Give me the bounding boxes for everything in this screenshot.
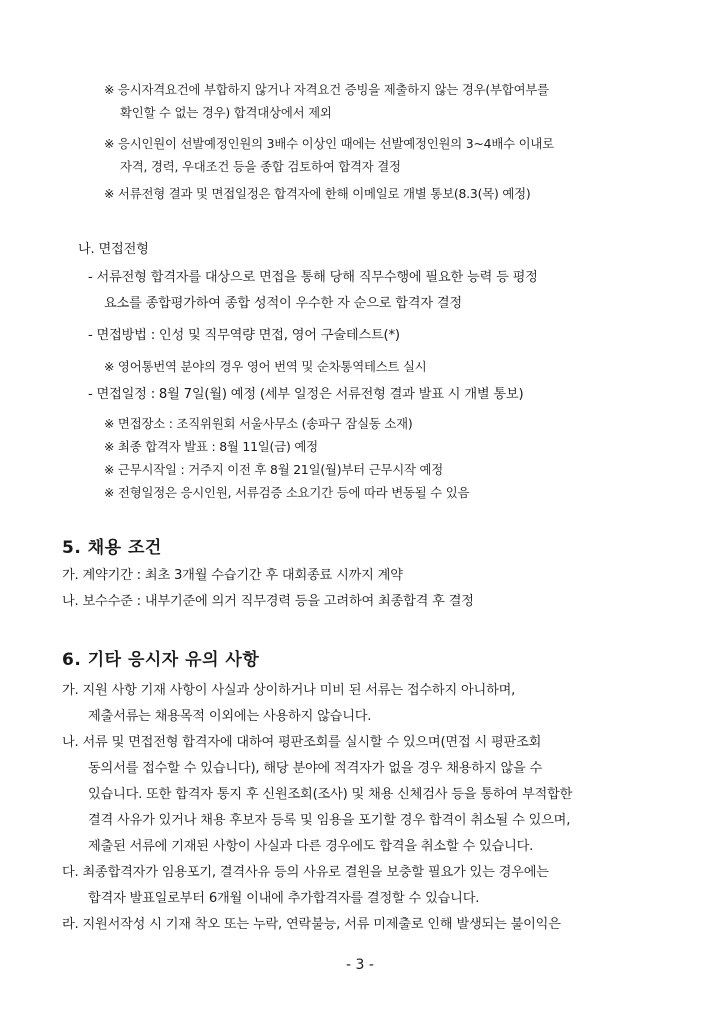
- interview-desc: - 서류전형 합격자를 대상으로 면접을 통해 당해 직무수행에 필요한 능력 등 평정: [88, 270, 538, 285]
- note-applicant-count-cont: 자격, 경력, 우대조건 등을 종합 검토하여 합격자 결정: [120, 159, 401, 174]
- page-number: - 3 -: [346, 957, 374, 973]
- interview-method: - 면접방법 : 인성 및 직무역량 면접, 영어 구술테스트(*): [88, 328, 400, 343]
- section-5-item-contract: 가. 계약기간 : 최초 3개월 수습기간 후 대회종료 시까지 계약: [62, 568, 403, 583]
- section-5-heading: 5. 채용 조건: [62, 538, 162, 558]
- section-6-line: 제출된 서류에 기재된 사항이 사실과 다른 경우에도 합격을 취소할 수 있습니다.: [88, 839, 534, 854]
- section-6-heading: 6. 기타 응시자 유의 사항: [62, 650, 260, 670]
- section-6-line: 결격 사유가 있거나 채용 후보자 등록 및 임용을 포기할 경우 합격이 취소될 수 있으며,: [88, 813, 571, 828]
- note-final-announcement: ※ 최종 합격자 발표 : 8월 11일(금) 예정: [104, 439, 318, 454]
- section-5-item-salary: 나. 보수수준 : 내부기준에 의거 직무경력 등을 고려하여 최종합격 후 결정: [62, 594, 474, 609]
- section-6-line: 제출서류는 채용목적 이외에는 사용하지 않습니다.: [88, 709, 372, 724]
- note-document-result: ※ 서류전형 결과 및 면접일정은 합격자에 한해 이메일로 개별 통보(8.3(목) 예정): [104, 186, 531, 201]
- note-schedule-change: ※ 전형일정은 응시인원, 서류검증 소요기간 등에 따라 변동될 수 있음: [104, 485, 470, 500]
- section-6-line: 라. 지원서작성 시 기재 착오 또는 누락, 연락불능, 서류 미제출로 인해 발생되는 불이익은: [62, 917, 561, 932]
- section-6-line: 다. 최종합격자가 임용포기, 결격사유 등의 사유로 결원을 보충할 필요가 있는 경우에는: [62, 865, 549, 880]
- interview-schedule: - 면접일정 : 8월 7일(월) 예정 (세부 일정은 서류전형 결과 발표 시 개별 통보): [88, 387, 524, 402]
- interview-title: 나. 면접전형: [78, 242, 149, 257]
- interview-desc-cont: 요소를 종합평가하여 종합 성적이 우수한 자 순으로 합격자 결정: [104, 296, 462, 311]
- interview-method-note: ※ 영어통번역 분야의 경우 영어 번역 및 순차통역테스트 실시: [104, 359, 427, 374]
- section-6-line: 합격자 발표일로부터 6개월 이내에 추가합격자를 결정할 수 있습니다.: [88, 891, 480, 906]
- note-applicant-count: ※ 응시인원이 선발예정인원의 3배수 이상인 때에는 선발예정인원의 3~4배수 이내로: [104, 136, 554, 151]
- note-eligibility-cont: 확인할 수 없는 경우) 합격대상에서 제외: [120, 105, 332, 120]
- note-eligibility: ※ 응시자격요건에 부합하지 않거나 자격요건 증빙을 제출하지 않는 경우(부합여부를: [104, 82, 549, 97]
- note-interview-location: ※ 면접장소 : 조직위원회 서울사무소 (송파구 잠실동 소재): [104, 416, 413, 431]
- section-6-line: 동의서를 접수할 수 있습니다), 해당 분야에 적격자가 없을 경우 채용하지 않을 수: [88, 761, 543, 776]
- section-6-line: 가. 지원 사항 기재 사항이 사실과 상이하거나 미비 된 서류는 접수하지 아니하며,: [62, 683, 516, 698]
- section-6-line: 나. 서류 및 면접전형 합격자에 대하여 평판조회를 실시할 수 있으며(면접 시 평판조회: [62, 735, 542, 750]
- note-start-date: ※ 근무시작일 : 거주지 이전 후 8월 21일(월)부터 근무시작 예정: [104, 462, 444, 477]
- section-6-line: 있습니다. 또한 합격자 통지 후 신원조회(조사) 및 채용 신체검사 등을 통하여 부적합한: [88, 787, 573, 802]
